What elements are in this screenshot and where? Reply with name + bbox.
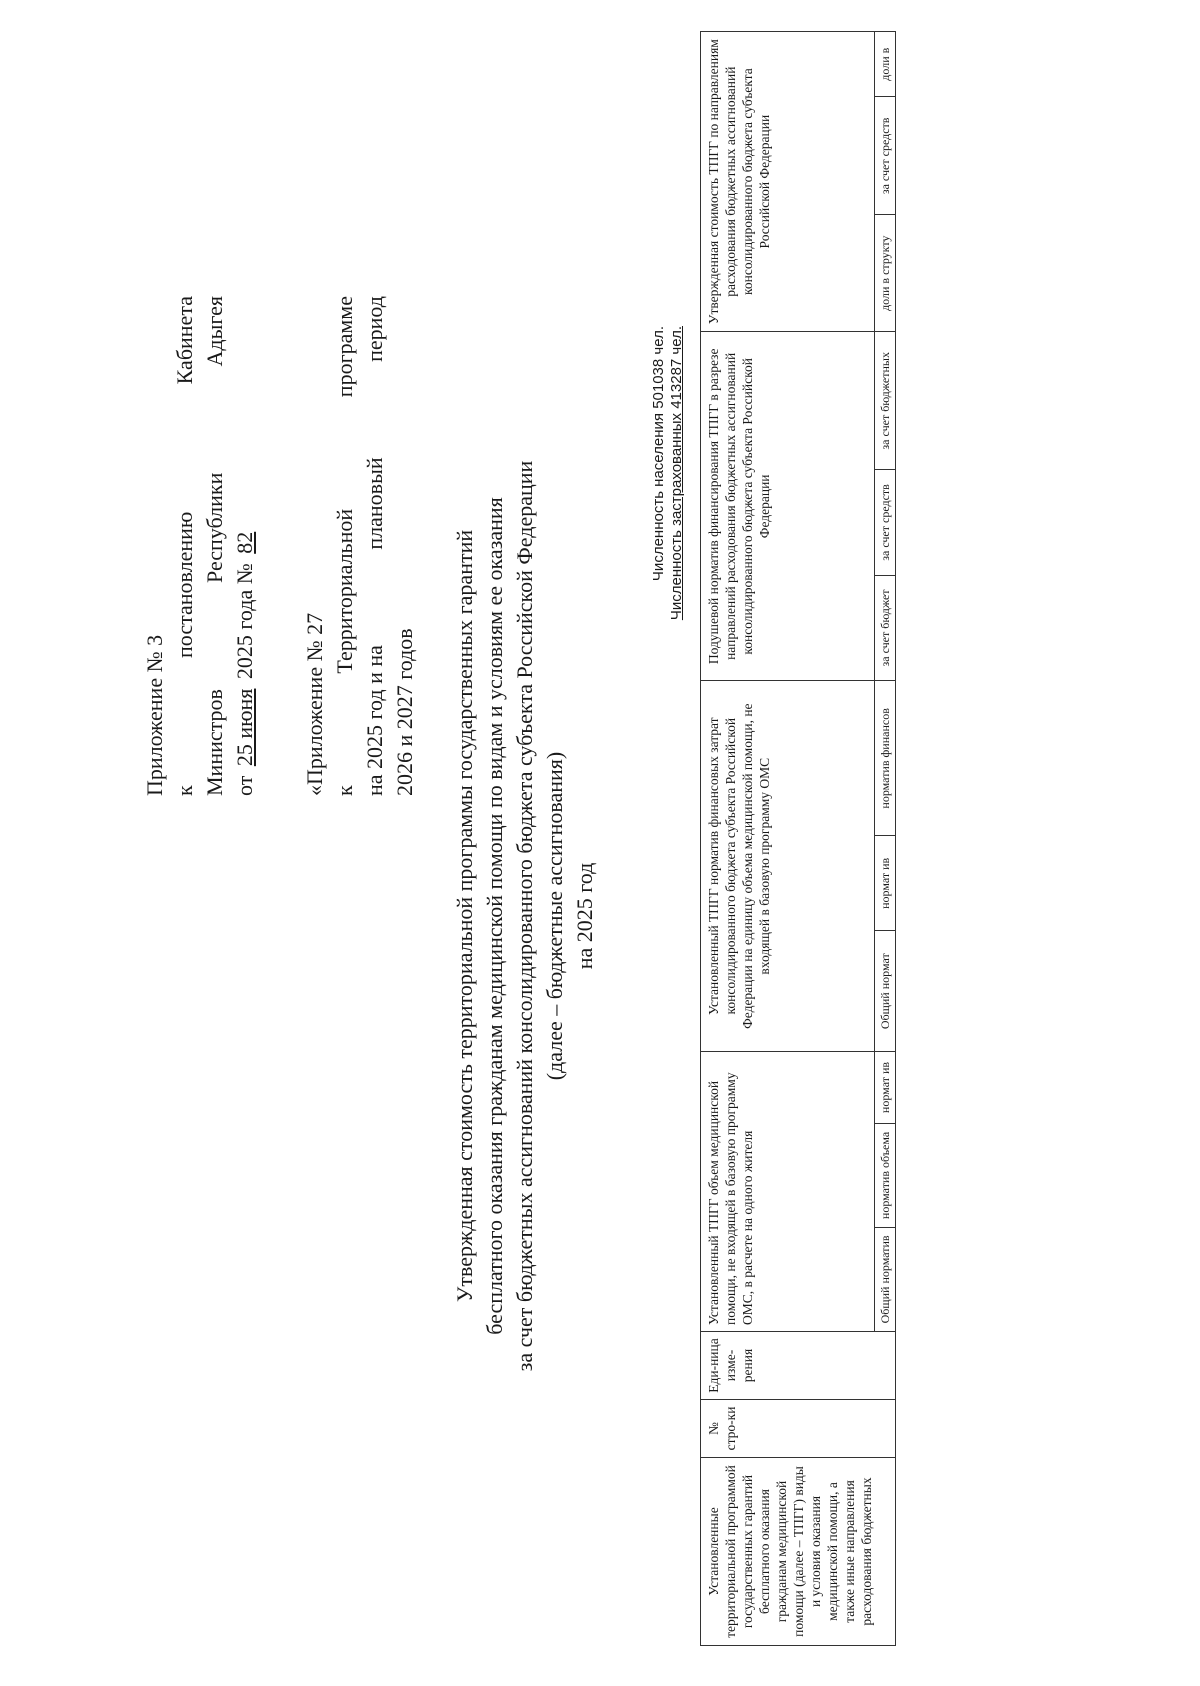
header-cell-volume: Установленный ТПГГ объем медицинской помощи, не входящей в базовую программу ОМС, в расчете на одного жителя (701, 1051, 875, 1331)
table-subheader-row: Общий норматив норматив объема нормат ив Общий нормат нормат ив норматив финансов за счет бюджет за счет средств за счет бюджетных доли в структу за счет средств доли в (875, 32, 896, 1646)
header-cell-cost-standard: Установленный ТПГГ норматив финансовых затрат консолидированного бюджета субъекта Российской Федерации на единицу объема медицинской помощи, не входящей в базовую программу ОМС (701, 681, 875, 1052)
population-info (650, 326, 686, 686)
header-cell-row-number: № стро-ки (701, 1400, 896, 1458)
header-cell-types: Установленные территориальной программой государственных гарантий бесплатного оказания гражданам медицинской помощи (далее – ТПГГ) виды и условия оказания медицинской помощи, а также иные направления расходования бюджетных (701, 1458, 896, 1646)
header-cell-per-capita: Подушевой норматив финансирования ТПГГ в разрезе направлений расходования бюджетных ассигнований консолидированного бюджета субъекта Российской Федерации (701, 332, 875, 681)
table-header-row (701, 32, 875, 1646)
header-cell-unit: Еди-ница изме-рения (701, 1332, 896, 1400)
document-title: Утвержденная стоимость территориальной программы государственных гарантий бесплатного оказания гражданам медицинской помощи по видам и условиям ее оказания за счет бюджетных ассигнований консолидированного бюджета субъекта Российской Федерации (далее – бюджетные ассигнования) на 2025 год (452, 460, 597, 1372)
annex-header-line3: Министров Республики Адыгея (202, 296, 227, 796)
annex-header (140, 296, 260, 796)
header-cell-approved-cost: Утвержденная стоимость ТПГГ по направлениям расходования бюджетных ассигнований консолидированного бюджета субъекта Российской Федерации (701, 32, 875, 332)
resolution-number: 82 (232, 531, 257, 554)
annex-header-line2: к постановлению Кабинета (172, 296, 197, 796)
annex-number: Приложение № 3 (142, 634, 167, 796)
population-insured: Численность застрахованных 413287 чел. (668, 326, 685, 621)
cost-table (700, 31, 896, 1646)
resolution-date: 25 июня (232, 688, 257, 767)
annex-date-line: от 25 июня 2025 года № 82 (230, 296, 260, 796)
annex-27-header: «Приложение № 27 к Территориальной программе на 2025 год и на плановый период 2026 и 2027 годов (302, 296, 417, 796)
population-total: Численность населения 501038 чел. (650, 326, 667, 582)
